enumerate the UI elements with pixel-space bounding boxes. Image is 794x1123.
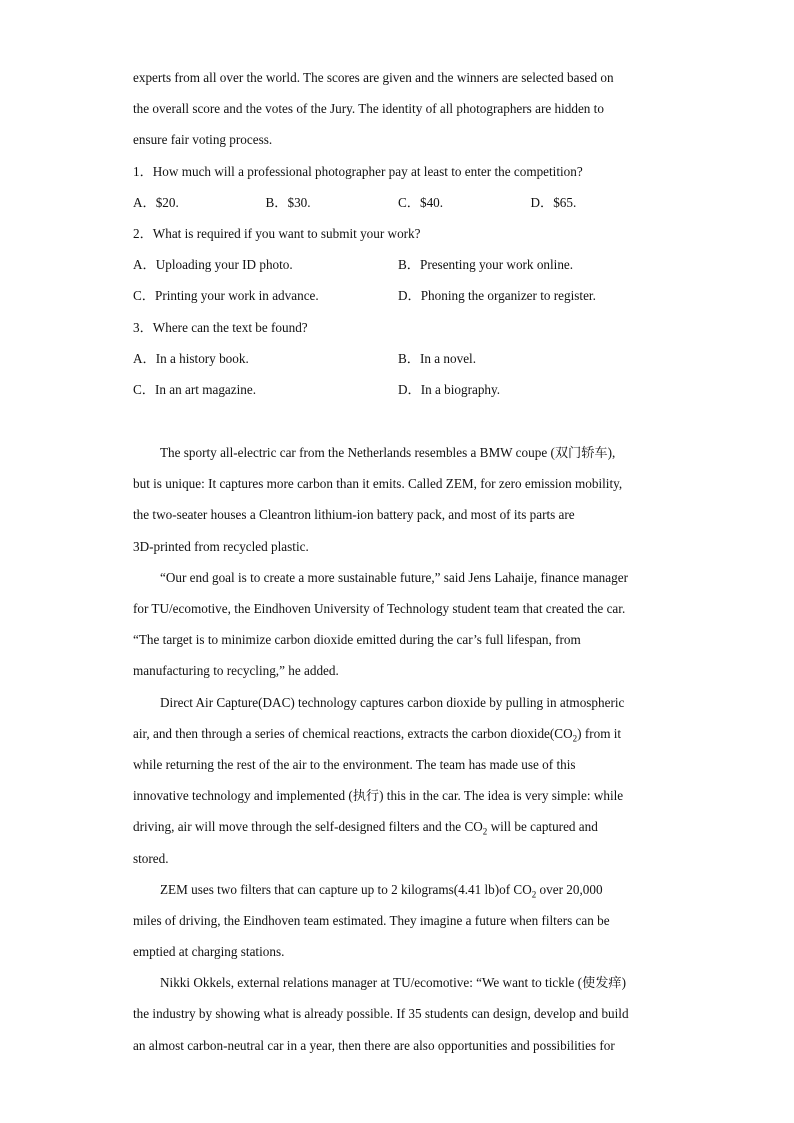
question-1-stem: 1．How much will a professional photographer pay at least to enter the competition?: [133, 163, 583, 179]
question-3-options-row2: [133, 374, 663, 405]
passage-line: Direct Air Capture(DAC) technology captures carbon dioxide by pulling in atmospheric: [160, 694, 625, 710]
passage-line: but is unique: It captures more carbon than it emits. Called ZEM, for zero emission mobility,: [133, 476, 623, 492]
passage-line: [133, 811, 663, 842]
passage-line: [133, 718, 663, 749]
text-run: air, and then through a series of chemical reactions, extracts the carbon dioxide(CO: [133, 725, 573, 741]
q2-option-a: A．Uploading your ID photo.: [133, 257, 293, 273]
text-run: ZEM uses two filters that can capture up to 2 kilograms(4.41 lb)of CO: [160, 881, 532, 897]
passage-line: an almost carbon-neutral car in a year, then there are also opportunities and possibilities for: [133, 1037, 615, 1053]
q1-option-c: C．$40.: [398, 194, 444, 210]
passage-line: the industry by showing what is already possible. If 35 students can design, develop and build: [133, 1006, 629, 1022]
q2-option-b: B．Presenting your work online.: [398, 257, 574, 273]
q3-option-c: C．In an art magazine.: [133, 381, 257, 397]
text-run: will be captured and: [487, 819, 598, 835]
passage-line: “The target is to minimize carbon dioxide emitted during the car’s full lifespan, from: [133, 632, 581, 648]
text-run: driving, air will move through the self-designed filters and the CO: [133, 819, 483, 835]
passage-line: stored.: [133, 850, 169, 866]
passage-paragraph-3: [133, 687, 663, 874]
subscript: 2: [531, 889, 537, 900]
passage-paragraph-2: [133, 562, 663, 687]
intro-line: ensure fair voting process.: [133, 132, 273, 148]
passage-line: manufacturing to recycling,” he added.: [133, 663, 339, 679]
passage-line: “Our end goal is to create a more sustainable future,” said Jens Lahaije, finance manager: [160, 569, 628, 585]
question-2-options-row1: [133, 249, 663, 280]
passage-line: while returning the rest of the air to the environment. The team has made use of this: [133, 756, 576, 772]
q3-option-a: A．In a history book.: [133, 350, 249, 366]
text-run: ) from it: [577, 725, 622, 741]
question-1-options: [133, 187, 663, 218]
subscript: 2: [482, 826, 488, 837]
q2-option-c: C．Printing your work in advance.: [133, 288, 319, 304]
passage-line: miles of driving, the Eindhoven team estimated. They imagine a future when filters can be: [133, 912, 610, 928]
q1-option-a: A．$20.: [133, 194, 179, 210]
passage-line: for TU/ecomotive, the Eindhoven University of Technology student team that created the car.: [133, 601, 626, 616]
q1-option-b: B．$30.: [265, 194, 311, 210]
passage-line: emptied at charging stations.: [133, 944, 285, 960]
text-run: over 20,000: [536, 881, 603, 897]
q3-option-d: D．In a biography.: [398, 381, 501, 397]
question-2-options-row2: [133, 280, 663, 311]
q1-option-d: D．$65.: [530, 194, 577, 210]
subscript: 2: [572, 733, 578, 744]
passage-line: 3D-printed from recycled plastic.: [133, 538, 309, 554]
question-2-stem: 2．What is required if you want to submit your work?: [133, 225, 421, 241]
document-page: [133, 62, 663, 1061]
intro-line: the overall score and the votes of the Jury. The identity of all photographers are hidden to: [133, 101, 604, 117]
intro-line: experts from all over the world. The scores are given and the winners are selected based on: [133, 70, 614, 85]
passage-line: the two-seater houses a Cleantron lithium-ion battery pack, and most of its parts are: [133, 507, 575, 523]
passage-paragraph-4: [133, 874, 663, 968]
passage-line: The sporty all-electric car from the Netherlands resembles a BMW coupe (双门轿车),: [160, 445, 616, 461]
section-gap: [133, 405, 663, 437]
passage-paragraph-1: [133, 437, 663, 562]
passage-line: innovative technology and implemented (执行) this in the car. The idea is very simple: while: [133, 788, 624, 804]
passage-line: [133, 874, 663, 905]
passage-line: Nikki Okkels, external relations manager at TU/ecomotive: “We want to tickle (使发痒): [160, 975, 626, 991]
q2-option-d: D．Phoning the organizer to register.: [398, 288, 596, 304]
question-3-options-row1: [133, 343, 663, 374]
q3-option-b: B．In a novel.: [398, 350, 477, 366]
question-3-stem: 3．Where can the text be found?: [133, 319, 308, 335]
passage-paragraph-5: [133, 967, 663, 1061]
